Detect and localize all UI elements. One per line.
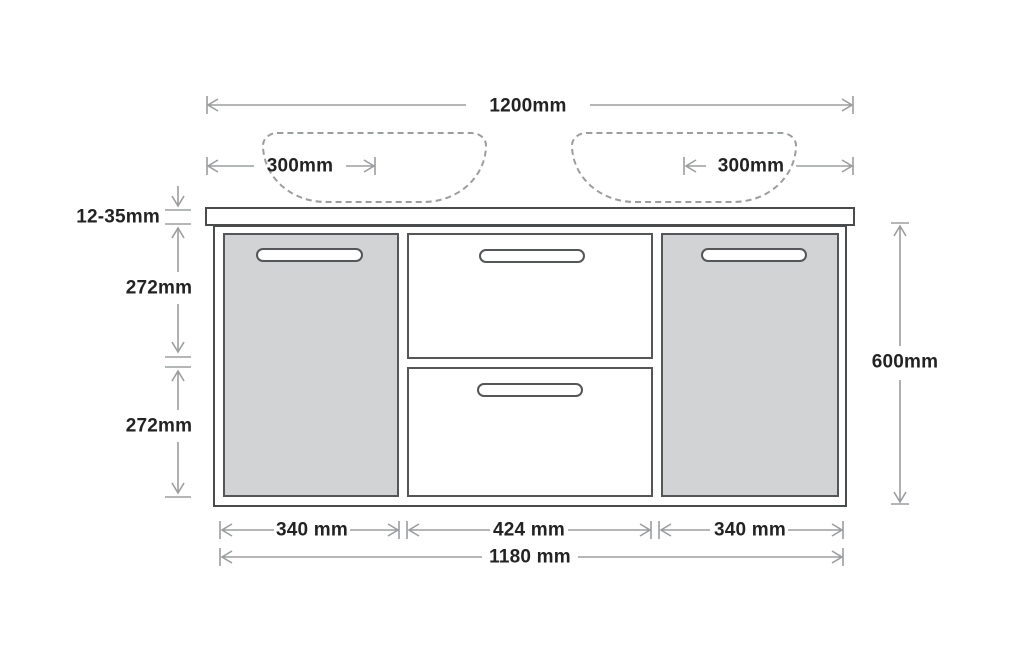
right-door: [661, 233, 839, 497]
dim-label-overall-width: 1200mm: [489, 95, 567, 117]
right-door-handle: [701, 248, 807, 262]
dim-label-carcass-width: 1180 mm: [489, 546, 571, 568]
dim-label-overall-height: 600mm: [871, 351, 939, 373]
dim-label-left-door-width: 340 mm: [276, 519, 348, 541]
dim-label-countertop-thickness: 12-35mm: [76, 206, 160, 228]
dim-label-drawer-section-width: 424 mm: [493, 519, 565, 541]
left-door: [223, 233, 399, 497]
dim-label-upper-drawer-height: 272mm: [125, 277, 193, 299]
dim-label-right-door-width: 340 mm: [714, 519, 786, 541]
dim-label-basin-offset-left: 300mm: [266, 155, 334, 177]
countertop: [205, 207, 855, 226]
dim-label-lower-drawer-height: 272mm: [125, 415, 193, 437]
lower-drawer-handle: [477, 383, 583, 397]
upper-drawer-handle: [479, 249, 585, 263]
dim-label-basin-offset-right: 300mm: [717, 155, 785, 177]
dim-line-countertop-thickness: [165, 186, 191, 238]
left-door-handle: [256, 248, 363, 262]
